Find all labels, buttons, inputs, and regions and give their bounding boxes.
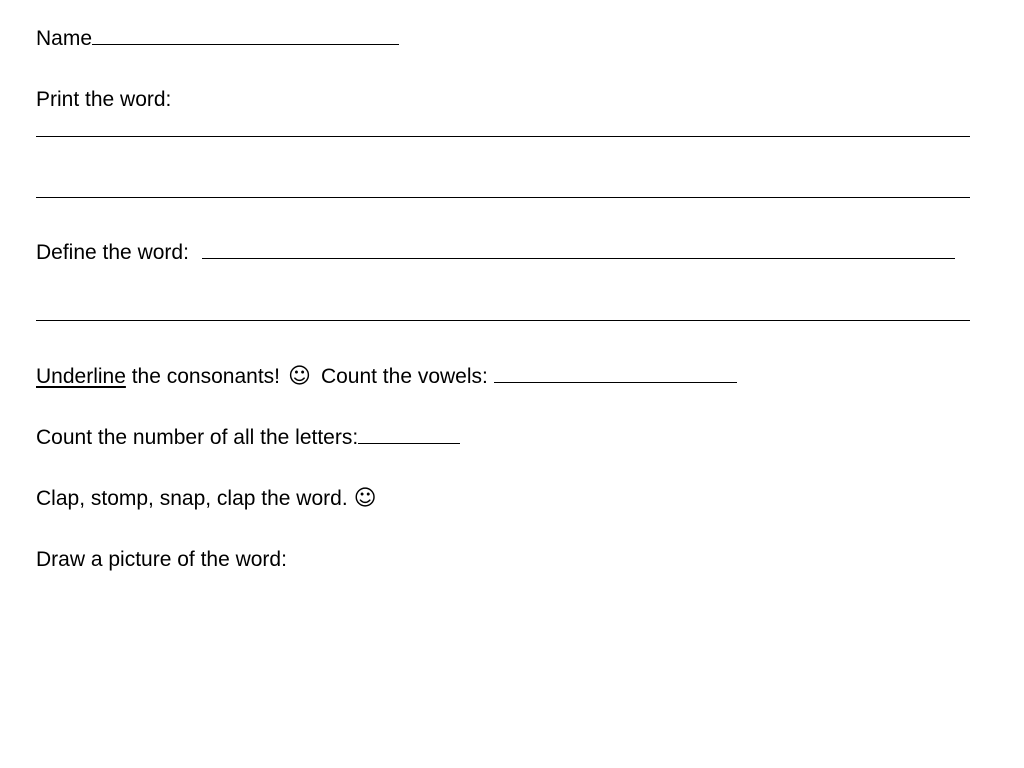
count-vowels-label: Count the vowels: (320, 365, 488, 388)
define-label: Define the word: (36, 241, 189, 264)
name-blank[interactable] (92, 26, 399, 45)
define-blank-2[interactable] (36, 302, 970, 321)
print-line-2-row (36, 179, 970, 205)
underline-word: Underline (36, 365, 126, 388)
count-letters-row (36, 425, 460, 451)
print-blank-2[interactable] (36, 179, 970, 198)
count-letters-blank[interactable] (358, 425, 460, 444)
draw-label: Draw a picture of the word: (36, 548, 287, 571)
clap-text: Clap, stomp, snap, clap the word. (36, 487, 348, 510)
print-line-1-row (36, 118, 970, 144)
define-line-2-row (36, 302, 970, 328)
drawing-area[interactable] (36, 585, 970, 745)
count-vowels-blank[interactable] (494, 364, 737, 383)
clap-row (36, 486, 381, 512)
print-word-label: Print the word: (36, 88, 172, 111)
name-row (36, 26, 399, 52)
define-blank-1[interactable] (202, 240, 955, 259)
define-row (36, 240, 955, 266)
consonants-text: the consonants! (125, 365, 280, 388)
smiley-icon: ☺ (353, 486, 377, 511)
print-blank-1[interactable] (36, 118, 970, 137)
count-letters-label: Count the number of all the letters: (36, 426, 359, 449)
name-label: Name (36, 27, 93, 50)
consonants-row (36, 364, 737, 390)
smiley-icon: ☺ (288, 364, 311, 389)
